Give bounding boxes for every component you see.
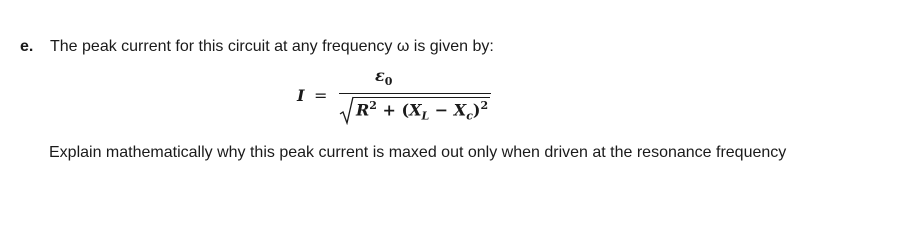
numerator-subscript: 0	[384, 75, 393, 89]
denominator-xc: X	[453, 100, 467, 120]
formula-equals: =	[314, 86, 328, 105]
question-label: e.	[20, 38, 34, 55]
denominator-r: R	[356, 100, 370, 120]
denominator-minus: −	[429, 100, 454, 120]
denominator-xl: X	[409, 100, 422, 120]
formula-lhs: I	[297, 86, 305, 105]
denominator-power: 2	[480, 99, 489, 112]
numerator-symbol: ε	[375, 66, 385, 85]
denominator-xc-sub: c	[466, 109, 473, 123]
denominator-r-power: 2	[369, 99, 377, 112]
radical-vinculum	[353, 97, 490, 98]
question-text: The peak current for this circuit at any frequency ω is given by:	[50, 38, 494, 55]
peak-current-formula	[297, 64, 517, 126]
question-line	[20, 37, 494, 57]
formula-numerator	[375, 66, 392, 88]
explanation-text: Explain mathematically why this peak current is maxed out only when driven at the resonance frequency	[49, 144, 787, 161]
denominator-plus: + (	[376, 100, 410, 120]
denominator-close: )	[472, 100, 481, 120]
denominator-xl-sub: L	[421, 109, 430, 123]
fraction-bar	[339, 93, 491, 94]
formula-denominator	[356, 99, 488, 123]
